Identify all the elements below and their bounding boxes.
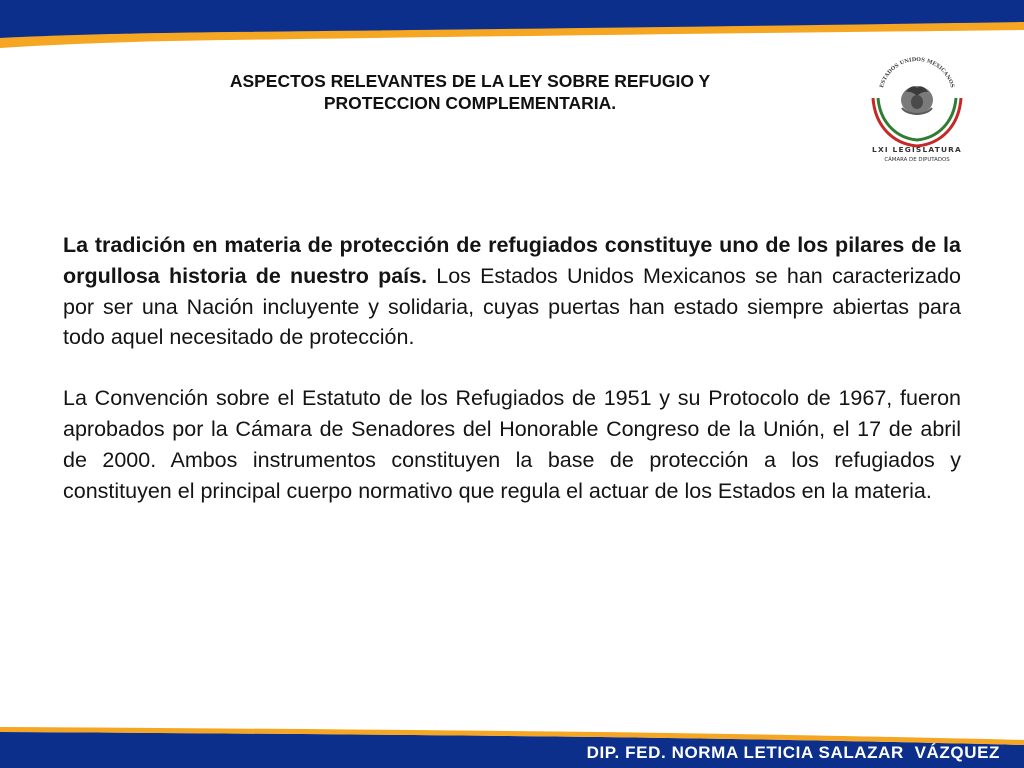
paragraph-1 <box>63 230 961 353</box>
chamber-of-deputies-logo <box>858 40 976 165</box>
title-line-2: PROTECCION COMPLEMENTARIA. <box>323 93 617 113</box>
logo-legislature-text: LXI LEGISLATURA <box>872 145 962 154</box>
logo-chamber-text: CÁMARA DE DIPUTADOS <box>884 157 950 163</box>
paragraph-1-bold-lead: La tradición en materia de protección de refugiados constituye uno de los pilares de la orgullosa historia de nuestro país. <box>63 233 961 288</box>
slide-title <box>140 70 800 114</box>
coat-of-arms-icon <box>901 86 933 114</box>
title-line-1: ASPECTOS RELEVANTES DE LA LEY SOBRE REFUGIO Y <box>229 71 711 91</box>
paragraph-1-text: Los Estados Unidos Mexicanos se han caracterizado por ser una Nación incluyente y solidaria, cuyas puertas han estado siempre abiertas para todo aquel necesitado de protección. <box>63 263 962 350</box>
footer-author: DIP. FED. NORMA LETICIA SALAZAR VÁZQUEZ <box>586 743 1000 762</box>
logo-ring-text: ESTADOS UNIDOS MEXICANOS <box>879 56 955 89</box>
slide-body <box>63 230 961 506</box>
paragraph-2: La Convención sobre el Estatuto de los Refugiados de 1951 y su Protocolo de 1967, fueron aprobados por la Cámara de Senadores del Honorable Congreso de la Unión, el 17 de abril de 2000. Ambos instrumentos constituyen la base de protección a los refugiados y constituyen el principal cuerpo normativo que regula el actuar de los Estados en la materia. <box>63 386 961 503</box>
